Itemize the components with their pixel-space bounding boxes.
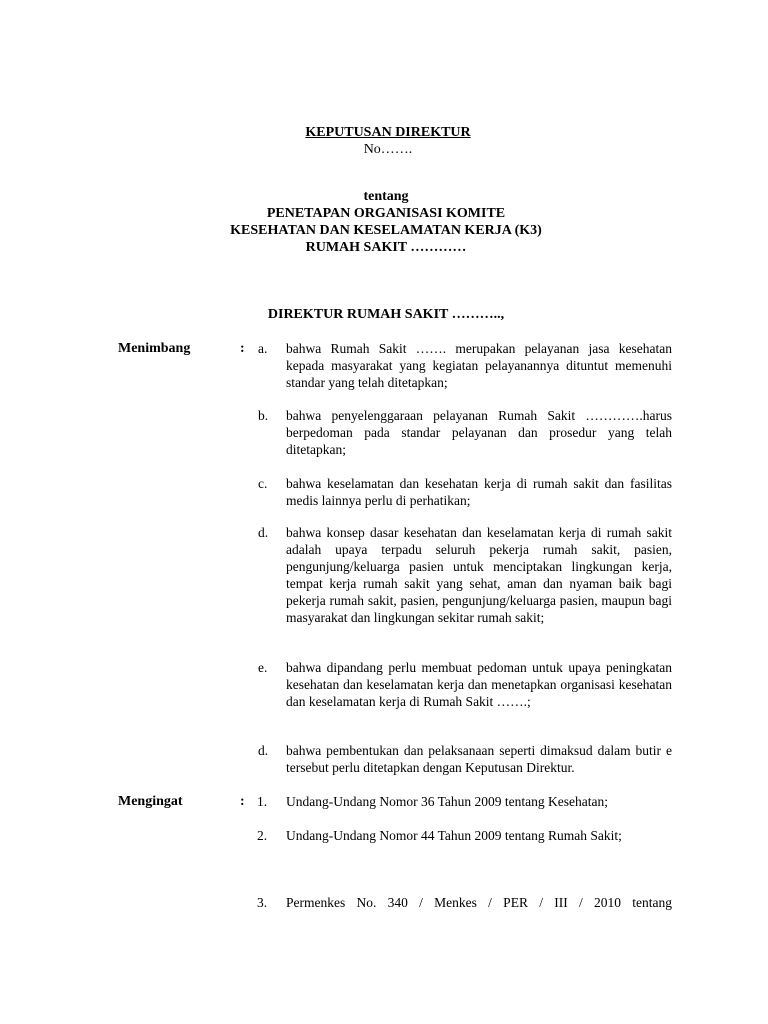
subject-line-3: RUMAH SAKIT ………… — [305, 240, 467, 255]
mengingat-marker-3: 3. — [257, 895, 268, 910]
menimbang-item-b: bahwa penyelenggaraan pelayanan Rumah Sakit ………….harus berpedoman pada standar pelayanan dan prosedur yang telah ditetapkan; — [286, 408, 672, 457]
mengingat-colon: : — [240, 794, 245, 809]
subject-line-1: PENETAPAN ORGANISASI KOMITE — [266, 206, 506, 221]
menimbang-label: Menimbang — [118, 341, 191, 356]
mengingat-marker-1: 1. — [257, 794, 268, 809]
mengingat-label: Mengingat — [118, 794, 183, 809]
director-heading: DIREKTUR RUMAH SAKIT ……….., — [267, 307, 505, 322]
mengingat-item-1: Undang-Undang Nomor 36 Tahun 2009 tentang Kesehatan; — [286, 794, 608, 809]
menimbang-marker-d: d. — [258, 525, 269, 540]
menimbang-colon: : — [240, 341, 245, 356]
menimbang-item-c: bahwa keselamatan dan kesehatan kerja di rumah sakit dan fasilitas medis lainnya perlu di perhatikan; — [286, 476, 672, 508]
menimbang-marker-e: e. — [258, 660, 268, 675]
menimbang-marker-a: a. — [258, 341, 268, 356]
menimbang-marker-b: b. — [258, 408, 269, 423]
menimbang-marker-f: d. — [258, 743, 269, 758]
mengingat-item-3: Permenkes No. 340 / Menkes / PER / III / 2010 tentang — [286, 895, 672, 910]
menimbang-item-f: bahwa pembentukan dan pelaksanaan seperti dimaksud dalam butir e tersebut perlu ditetapkan dengan Keputusan Direktur. — [286, 743, 672, 775]
document-title: KEPUTUSAN DIREKTUR — [305, 125, 471, 140]
menimbang-item-e: bahwa dipandang perlu membuat pedoman untuk upaya peningkatan kesehatan dan keselamatan kerja dan menetapkan organisasi kesehatan dan keselamatan kerja di Rumah Sakit …….; — [286, 660, 672, 709]
menimbang-item-a: bahwa Rumah Sakit ……. merupakan pelayanan jasa kesehatan kepada masyarakat yang kegiatan pelayanannya dituntut memenuhi standar yang telah ditetapkan; — [286, 341, 672, 390]
tentang-label: tentang — [363, 189, 409, 204]
subject-line-2: KESEHATAN DAN KESELAMATAN KERJA (K3) — [230, 223, 542, 238]
menimbang-marker-c: c. — [258, 476, 268, 491]
menimbang-item-d: bahwa konsep dasar kesehatan dan keselamatan kerja di rumah sakit adalah upaya terpadu seluruh pekerja rumah sakit, pasien, pengunjung/keluarga pasien untuk menciptakan lingkungan kerja, tempat kerja rumah sakit yang sehat, aman dan nyaman baik bagi pekerja rumah sakit, pasien, pengunjung/keluarga pasien, maupun bagi masyarakat dan lingkungan sekitar rumah sakit; — [286, 525, 672, 625]
document-number: No……. — [363, 142, 413, 157]
mengingat-item-2: Undang-Undang Nomor 44 Tahun 2009 tentang Rumah Sakit; — [286, 828, 622, 843]
mengingat-marker-2: 2. — [257, 828, 268, 843]
